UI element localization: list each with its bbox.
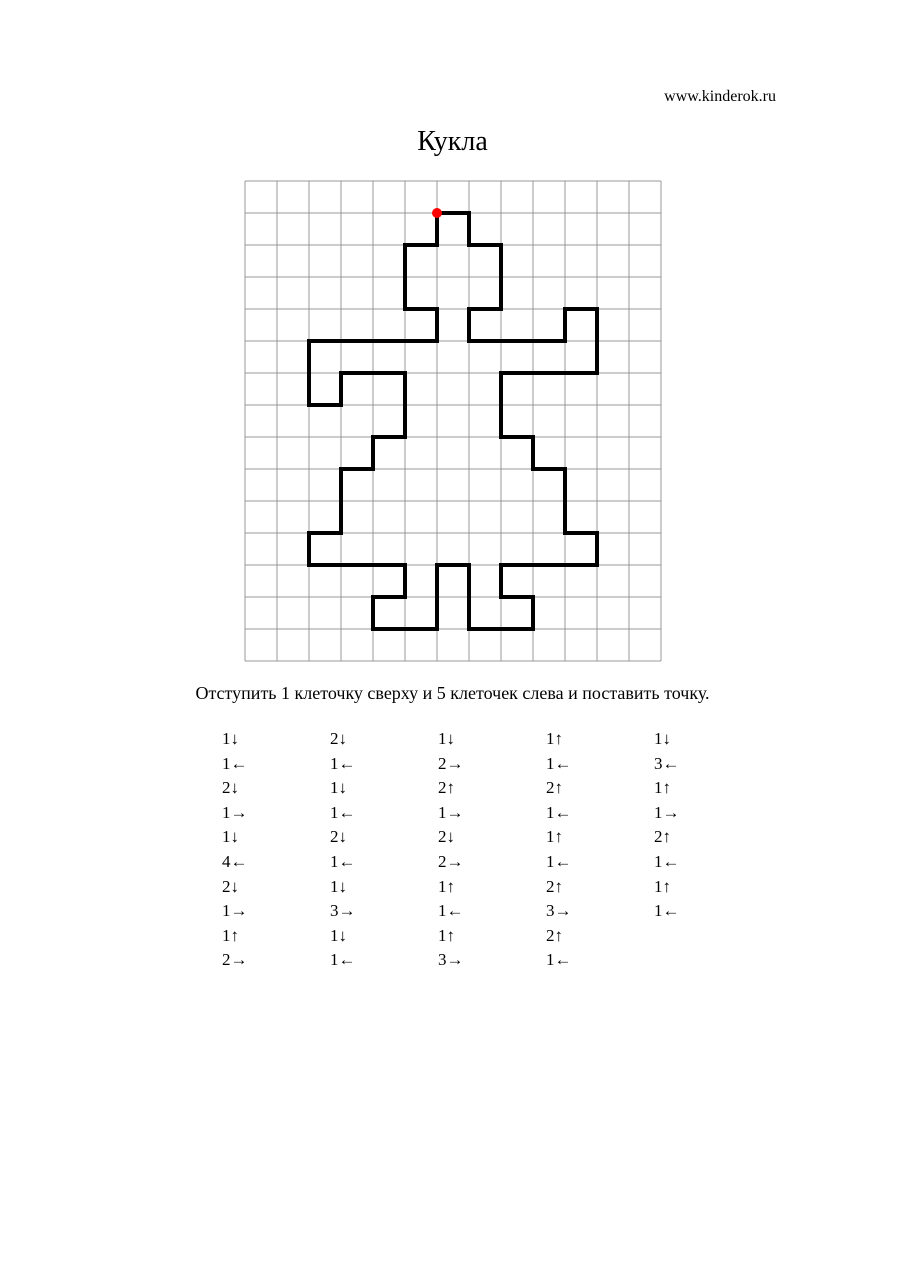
step-item: 1←: [330, 802, 356, 822]
step-item: 1↑: [654, 876, 671, 896]
step-item: 2↑: [546, 925, 563, 945]
step-item: 1↓: [654, 729, 671, 748]
step-item: 4←: [222, 851, 248, 871]
step-item: 3→: [546, 901, 572, 921]
step-item: 3→: [438, 950, 464, 970]
step-item: 1↑: [222, 925, 239, 945]
step-item: 1←: [330, 851, 356, 871]
step-item: 1↓: [222, 827, 239, 847]
step-item: 1←: [654, 851, 680, 871]
step-item: 1↑: [546, 729, 563, 748]
step-item: 2↓: [222, 778, 239, 798]
step-item: 2→: [438, 851, 464, 871]
step-item: 1↓: [330, 925, 347, 945]
step-item: 2↑: [546, 778, 563, 798]
step-column-1: [222, 727, 302, 973]
page-title: Кукла: [417, 126, 488, 157]
step-item: 2↓: [330, 827, 347, 847]
step-column-5: [654, 727, 734, 924]
step-item: 1→: [654, 802, 680, 822]
step-item: 2↑: [546, 876, 563, 896]
doll-outline: [309, 213, 597, 629]
step-item: 1↑: [546, 827, 563, 847]
step-item: 1→: [222, 802, 248, 822]
step-item: 1↑: [438, 876, 455, 896]
step-item: 1↑: [438, 925, 455, 945]
step-item: 1←: [438, 901, 464, 921]
step-item: 1←: [222, 753, 248, 773]
start-point-dot: [432, 208, 442, 218]
website-url[interactable]: www.kinderok.ru: [664, 88, 776, 105]
step-item: 1←: [546, 753, 572, 773]
step-column-4: [546, 727, 626, 973]
step-item: 1←: [330, 950, 356, 970]
step-item: 1↓: [438, 729, 455, 748]
step-column-2: [330, 727, 410, 973]
step-item: 1←: [654, 901, 680, 921]
step-item: 3→: [330, 901, 356, 921]
step-item: 1←: [546, 851, 572, 871]
step-item: 1↓: [330, 778, 347, 798]
step-item: 2↓: [222, 876, 239, 896]
drawing-grid: [244, 180, 662, 662]
step-item: 1←: [546, 950, 572, 970]
step-item: 1→: [222, 901, 248, 921]
step-item: 1→: [438, 802, 464, 822]
step-item: 2→: [438, 753, 464, 773]
step-item: 1←: [546, 802, 572, 822]
step-item: 1↑: [654, 778, 671, 798]
instruction-text: Отступить 1 клеточку сверху и 5 клеточек слева и поставить точку.: [195, 683, 710, 703]
step-item: 3←: [654, 753, 680, 773]
step-item: 2→: [222, 950, 248, 970]
step-item: 1↓: [222, 729, 239, 748]
step-item: 2↑: [654, 827, 671, 847]
step-instructions: [222, 727, 782, 977]
step-item: 2↓: [330, 729, 347, 748]
step-column-3: [438, 727, 518, 973]
grid-svg: [244, 180, 662, 662]
step-item: 2↑: [438, 778, 455, 798]
step-item: 2↓: [438, 827, 455, 847]
step-item: 1↓: [330, 876, 347, 896]
step-item: 1←: [330, 753, 356, 773]
